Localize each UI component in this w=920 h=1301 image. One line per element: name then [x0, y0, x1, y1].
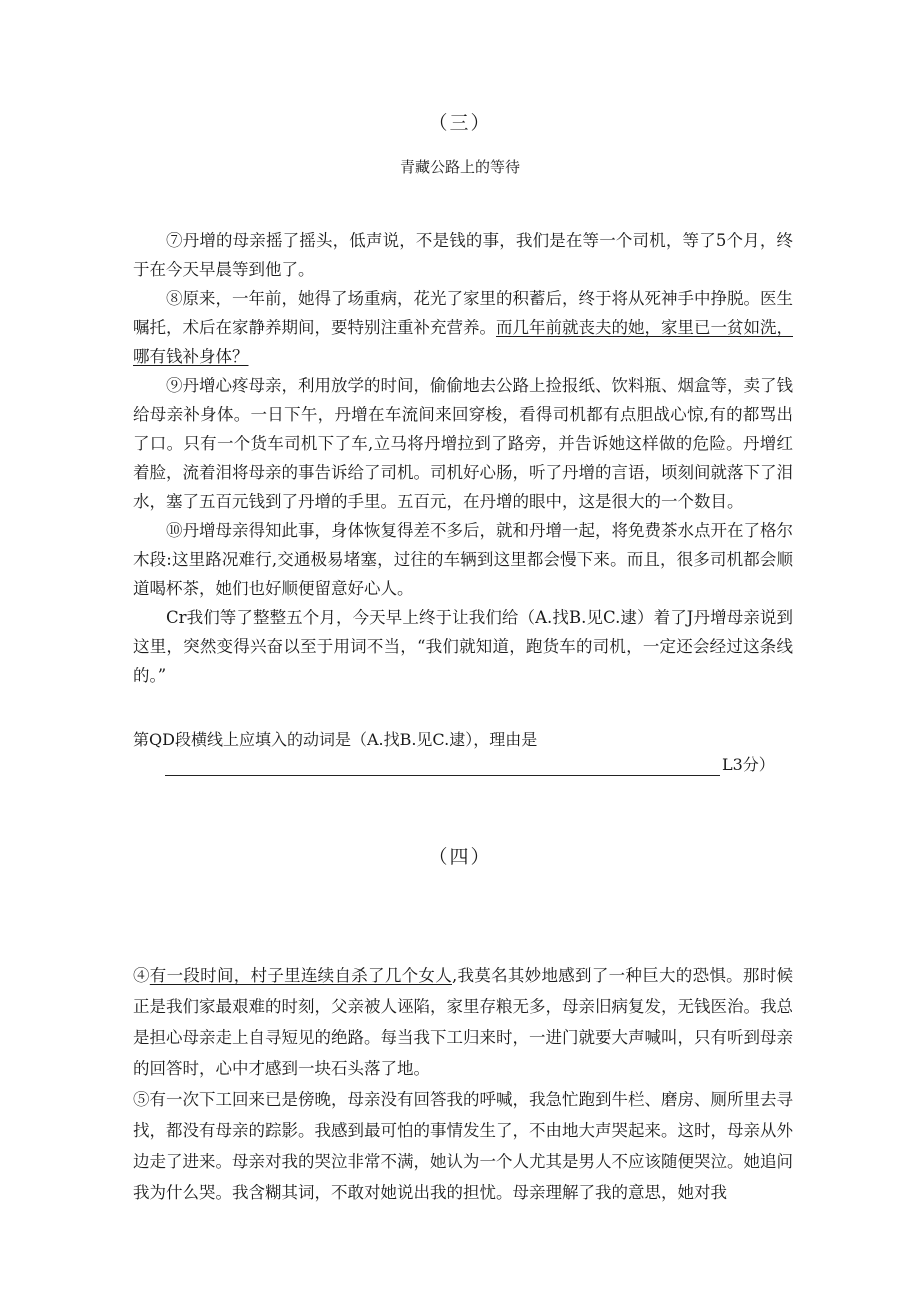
section-3-heading: （三） [428, 112, 492, 134]
answer-line[interactable] [165, 757, 720, 776]
paragraph-5: ⑤有一次下工回来已是傍晚，母亲没有回答我的呼喊，我急忙跑到牛栏、磨房、厕所里去寻找，都没有母亲的踪影。我感到最可怕的事情发生了，不由地大声哭起来。这时，母亲从外边走了进来。母亲对我的哭泣非常不满，她认为一个人尤其是男人不应该随便哭泣。她追问我为什么哭。我含糊其词，不敢对她说出我的担忧。母亲理解了我的意思，她对我 [133, 1090, 793, 1202]
paragraph-8-underlined: 而几年前就丧夫的她，家里已一贫如洗，哪有钱补身体？ [133, 318, 793, 366]
section-4-heading: （四） [428, 846, 492, 868]
paragraph-8 [133, 284, 793, 371]
paragraph-4-underlined: 有一段时间，村子里连续自杀了几个女人 [149, 966, 452, 985]
paragraph-4 [133, 960, 793, 1084]
paragraph-10: ⑩丹增母亲得知此事，身体恢复得差不多后，就和丹增一起，将免费茶水点开在了格尔木段:这里路况难行,交通极易堵塞，过往的车辆到这里都会慢下来。而且，很多司机都会顺道喝杯茶，她们也好顺便留意好心人。 [133, 521, 793, 598]
paragraph-9: ⑨丹增心疼母亲，利用放学的时间，偷偷地去公路上捡报纸、饮料瓶、烟盒等，卖了钱给母亲补身体。一日下午，丹增在车流间来回穿梭，看得司机都有点胆战心惊,有的都骂出了口。只有一个货车司机下了车,立马将丹增拉到了路旁，并告诉她这样做的危险。丹增红着脸，流着泪将母亲的事告诉给了司机。司机好心肠，听了丹增的言语，顷刻间就落下了泪水，塞了五百元钱到了丹增的手里。五百元，在丹增的眼中，这是很大的一个数目。 [133, 376, 793, 511]
paragraph-4-number: ④ [133, 966, 150, 985]
section-3-passage [133, 226, 793, 690]
paragraph-7: ⑦丹增的母亲摇了摇头，低声说，不是钱的事，我们是在等一个司机，等了5个月，终于在今天早晨等到他了。 [133, 231, 793, 279]
paragraph-11: Cr我们等了整整五个月，今天早上终于让我们给（A.找B.见C.逮）着了J丹增母亲说到这里，突然变得兴奋以至于用词不当，“我们就知道，跑货车的司机，一定还会经过这条线的。” [133, 608, 793, 685]
paragraph-8-text: ⑧原来，一年前，她得了场重病，花光了家里的积蓄后，终于将从死神手中挣脱。医生嘱托，术后在家静养期间，要特别注重补充营养。 [133, 289, 793, 337]
paragraph-4-text: ,我莫名其妙地感到了一种巨大的恐惧。那时候正是我们家最艰难的时刻，父亲被人诬陷，家里存粮无多，母亲旧病复发，无钱医治。我总是担心母亲走上自寻短见的绝路。每当我下工归来时，一进门就要大声喊叫，只有听到母亲的回答时，心中才感到一块石头落了地。 [133, 966, 794, 1078]
section-4-passage [133, 960, 793, 1208]
passage-title: 青藏公路上的等待 [399, 158, 520, 176]
score-label: L3分） [722, 755, 775, 774]
question-text: 第QD段横线上应填入的动词是（A.找B.见C.逮），理由是 [133, 730, 538, 749]
